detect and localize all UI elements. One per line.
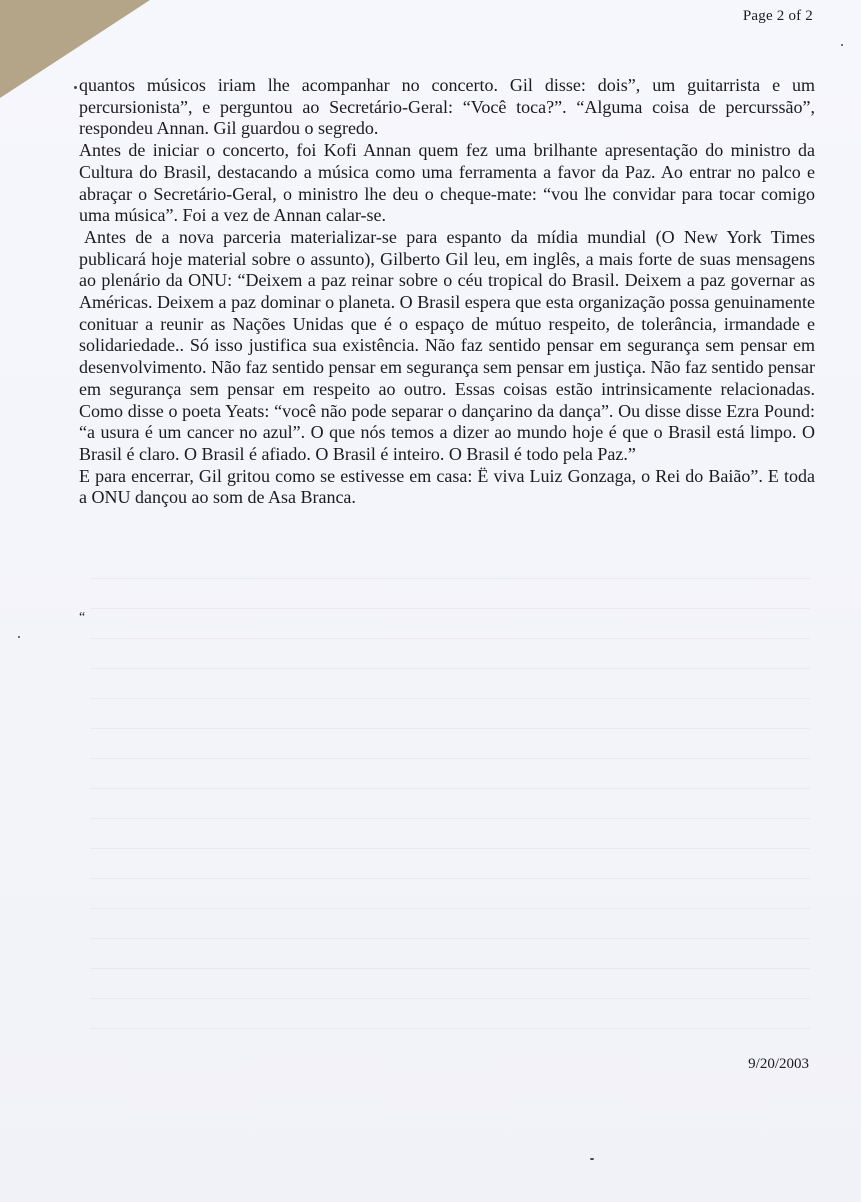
ink-speck [74,86,77,89]
page-number: Page 2 of 2 [742,8,813,24]
paragraph-4: E para encerrar, Gil gritou como se estivesse em casa: Ë viva Luiz Gonzaga, o Rei do Baião”. E toda a ONU dançou ao som de Asa Branca. [79,465,815,508]
ink-speck [841,44,843,46]
bleed-through-texture [90,560,810,1040]
stray-quote-mark: “ [79,610,86,625]
paragraph-3: Antes de a nova parceria materializar-se para espanto da mídia mundial (O New York Times publicará hoje material sobre o assunto), Gilberto Gil leu, em inglês, a mais forte de suas mensagens ao plenário da ONU: “Deixem a paz reinar sobre o céu tropical do Brasil. Deixem a paz governar as Américas. Deixem a paz dominar o planeta. O Brasil espera que esta organização possa genuinamente conituar a reunir as Nações Unidas que é o espaço de mútuo respeito, de tolerância, irmandade e solidariedade.. Só isso justifica sua existência. Não faz sentido pensar em segurança sem pensar em desenvolvimento. Não faz sentido pensar em segurança sem pensar em justiça. Não faz sentido pensar em segurança sem pensar em respeito ao outro. Essas coisas estão intrinsicamente relacionadas. Como disse o poeta Yeats: “você não pode separar o dançarino da dança”. Ou disse disse Ezra Pound: “a usura é um cancer no azul”. O que nós temos a dizer ao mundo hoje é que o Brasil está limpo. O Brasil é claro. O Brasil é afiado. O Brasil é inteiro. O Brasil é todo pela Paz.” [79,226,815,464]
paragraph-1: quantos músicos iriam lhe acompanhar no concerto. Gil disse: dois”, um guitarrista e um percursionista”, e perguntou ao Secretário-Geral: “Você toca?”. “Alguma coisa de percurssão”, respondeu Annan. Gil guardou o segredo. [79,75,815,139]
paragraph-2: Antes de iniciar o concerto, foi Kofi Annan quem fez uma brilhante apresentação do ministro da Cultura do Brasil, destacando a música como uma ferramenta a favor da Paz. Ao entrar no palco e abraçar o Secretário-Geral, o ministro lhe deu o cheque-mate: “vou lhe convidar para tocar comigo uma música”. Foi a vez de Annan calar-se. [79,140,815,226]
article-body [79,75,815,509]
ink-speck [590,1158,594,1160]
print-date: 9/20/2003 [748,1056,809,1072]
ink-speck [18,636,20,638]
